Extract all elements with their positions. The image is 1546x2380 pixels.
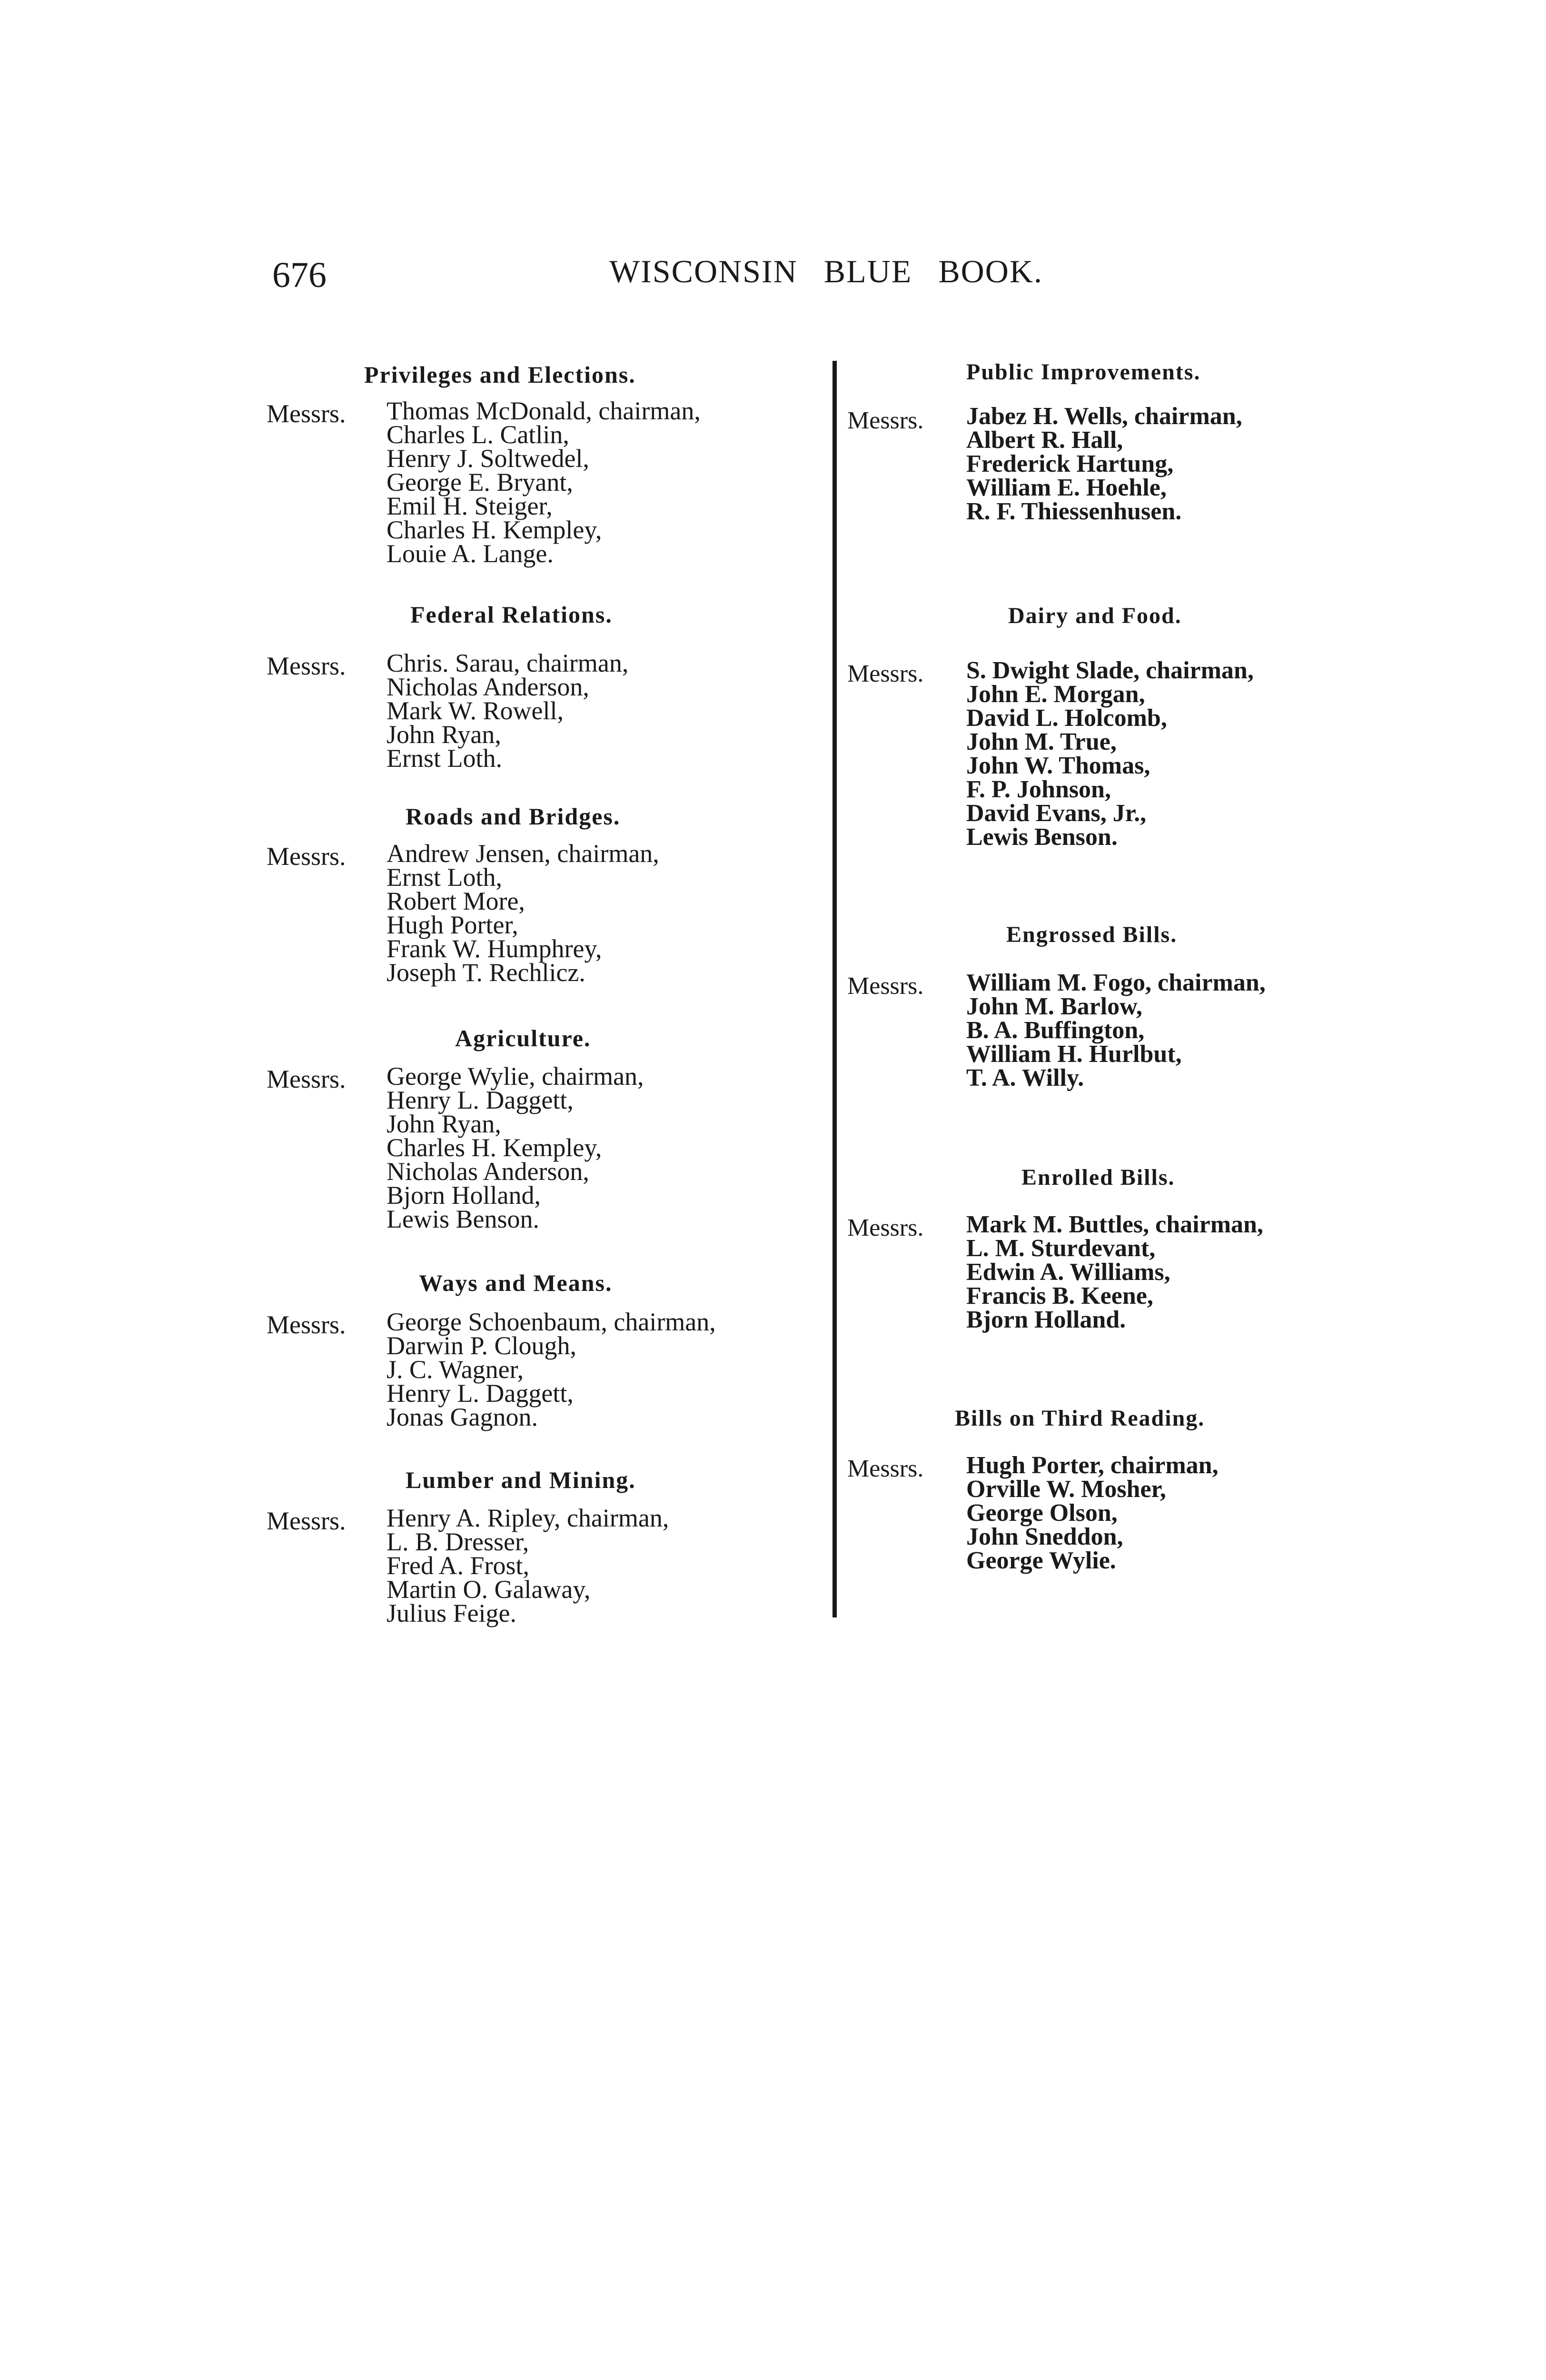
member: Lewis Benson. — [386, 1205, 539, 1233]
member: Nicholas Anderson, — [386, 1157, 589, 1186]
committee-title: Enrolled Bills. — [1021, 1165, 1175, 1190]
member: Martin O. Galaway, — [386, 1575, 591, 1604]
member: Mark M. Buttles, chairman, — [966, 1211, 1263, 1238]
member: Edwin A. Williams, — [966, 1259, 1170, 1286]
member: Ernst Loth. — [386, 744, 502, 773]
member-list — [386, 649, 629, 773]
messrs-label: Messrs. — [847, 660, 924, 687]
member-list — [386, 397, 701, 568]
member: George Schoenbaum, chairman, — [386, 1308, 716, 1336]
member: Louie A. Lange. — [386, 539, 554, 568]
messrs-label: Messrs. — [847, 1214, 924, 1241]
member: Andrew Jensen, chairman, — [386, 839, 659, 868]
member: Bjorn Holland, — [386, 1181, 541, 1210]
member: Lewis Benson. — [966, 823, 1118, 851]
member: John Sneddon, — [966, 1523, 1123, 1550]
committee-title: Public Improvements. — [966, 359, 1201, 385]
member: T. A. Willy. — [966, 1064, 1084, 1091]
member: L. B. Dresser, — [386, 1527, 529, 1556]
member: Fred A. Frost, — [386, 1551, 530, 1580]
member: F. P. Johnson, — [966, 776, 1111, 803]
committee-title: Bills on Third Reading. — [955, 1406, 1205, 1431]
member: Chris. Sarau, chairman, — [386, 649, 629, 677]
member: Henry L. Daggett, — [386, 1379, 574, 1408]
member: Henry A. Ripley, chairman, — [386, 1504, 669, 1532]
member: Julius Feige. — [386, 1599, 517, 1627]
member: Ernst Loth, — [386, 863, 502, 892]
member: Frederick Hartung, — [966, 450, 1174, 477]
member-list — [966, 405, 1242, 524]
member: Jonas Gagnon. — [386, 1403, 538, 1431]
member: William M. Fogo, chairman, — [966, 969, 1266, 996]
committee-title: Ways and Means. — [419, 1269, 613, 1296]
page-number: 676 — [272, 255, 327, 295]
member: John E. Morgan, — [966, 681, 1145, 708]
messrs-label: Messrs. — [847, 407, 924, 434]
member: John W. Thomas, — [966, 752, 1150, 779]
member-list — [966, 659, 1254, 849]
messrs-label: Messrs. — [847, 1455, 924, 1482]
member: Francis B. Keene, — [966, 1282, 1153, 1309]
member-list — [386, 1506, 669, 1625]
member: Henry L. Daggett, — [386, 1086, 574, 1114]
messrs-label: Messrs. — [267, 842, 346, 871]
member: Henry J. Soltwedel, — [386, 444, 589, 473]
member: Hugh Porter, — [386, 911, 518, 939]
member: John Ryan, — [386, 720, 501, 749]
member: Nicholas Anderson, — [386, 673, 589, 701]
member-list — [386, 1064, 644, 1231]
committee-title: Federal Relations. — [410, 601, 613, 628]
committee-title: Privileges and Elections. — [364, 361, 636, 388]
member: R. F. Thiessenhusen. — [966, 498, 1182, 525]
messrs-label: Messrs. — [267, 652, 346, 680]
member: J. C. Wagner, — [386, 1355, 524, 1384]
messrs-label: Messrs. — [267, 1507, 346, 1535]
member-list — [386, 1310, 716, 1429]
committee-title: Engrossed Bills. — [1006, 922, 1178, 947]
member-list — [966, 1213, 1263, 1332]
member: John M. Barlow, — [966, 993, 1142, 1020]
running-head: WISCONSIN BLUE BOOK. — [609, 253, 1043, 289]
member: William H. Hurlbut, — [966, 1041, 1182, 1068]
member: Charles L. Catlin, — [386, 420, 569, 449]
member: Darwin P. Clough, — [386, 1331, 577, 1360]
member: William E. Hoehle, — [966, 474, 1167, 501]
messrs-label: Messrs. — [267, 1310, 346, 1339]
member: Thomas McDonald, chairman, — [386, 397, 701, 425]
member: Bjorn Holland. — [966, 1306, 1126, 1333]
member: Robert More, — [386, 887, 525, 915]
committee-title: Dairy and Food. — [1008, 603, 1182, 628]
member-list — [966, 971, 1266, 1090]
member: Orville W. Mosher, — [966, 1476, 1166, 1503]
member: John M. True, — [966, 728, 1117, 755]
member: George E. Bryant, — [386, 468, 573, 496]
column-divider — [832, 361, 837, 1617]
member: Albert R. Hall, — [966, 426, 1123, 454]
member: John Ryan, — [386, 1110, 501, 1138]
member: Joseph T. Rechlicz. — [386, 958, 585, 987]
member-list — [966, 1454, 1219, 1573]
member: Hugh Porter, chairman, — [966, 1452, 1219, 1479]
member: B. A. Buffington, — [966, 1017, 1145, 1044]
member: Charles H. Kempley, — [386, 1133, 602, 1162]
messrs-label: Messrs. — [267, 399, 346, 428]
member: David L. Holcomb, — [966, 704, 1167, 732]
member: S. Dwight Slade, chairman, — [966, 657, 1254, 684]
messrs-label: Messrs. — [267, 1065, 346, 1093]
member: George Wylie, chairman, — [386, 1062, 644, 1091]
member: Emil H. Steiger, — [386, 492, 553, 520]
member: Charles H. Kempley, — [386, 516, 602, 544]
messrs-label: Messrs. — [847, 972, 924, 1000]
committee-title: Agriculture. — [455, 1025, 591, 1051]
member: David Evans, Jr., — [966, 800, 1147, 827]
member: George Olson, — [966, 1499, 1118, 1527]
member: Jabez H. Wells, chairman, — [966, 403, 1242, 430]
member: Frank W. Humphrey, — [386, 934, 602, 963]
member: Mark W. Rowell, — [386, 696, 564, 725]
member: George Wylie. — [966, 1547, 1116, 1574]
member: L. M. Sturdevant, — [966, 1235, 1156, 1262]
committee-title: Roads and Bridges. — [406, 803, 621, 830]
member-list — [386, 839, 659, 987]
committee-title: Lumber and Mining. — [406, 1467, 636, 1493]
